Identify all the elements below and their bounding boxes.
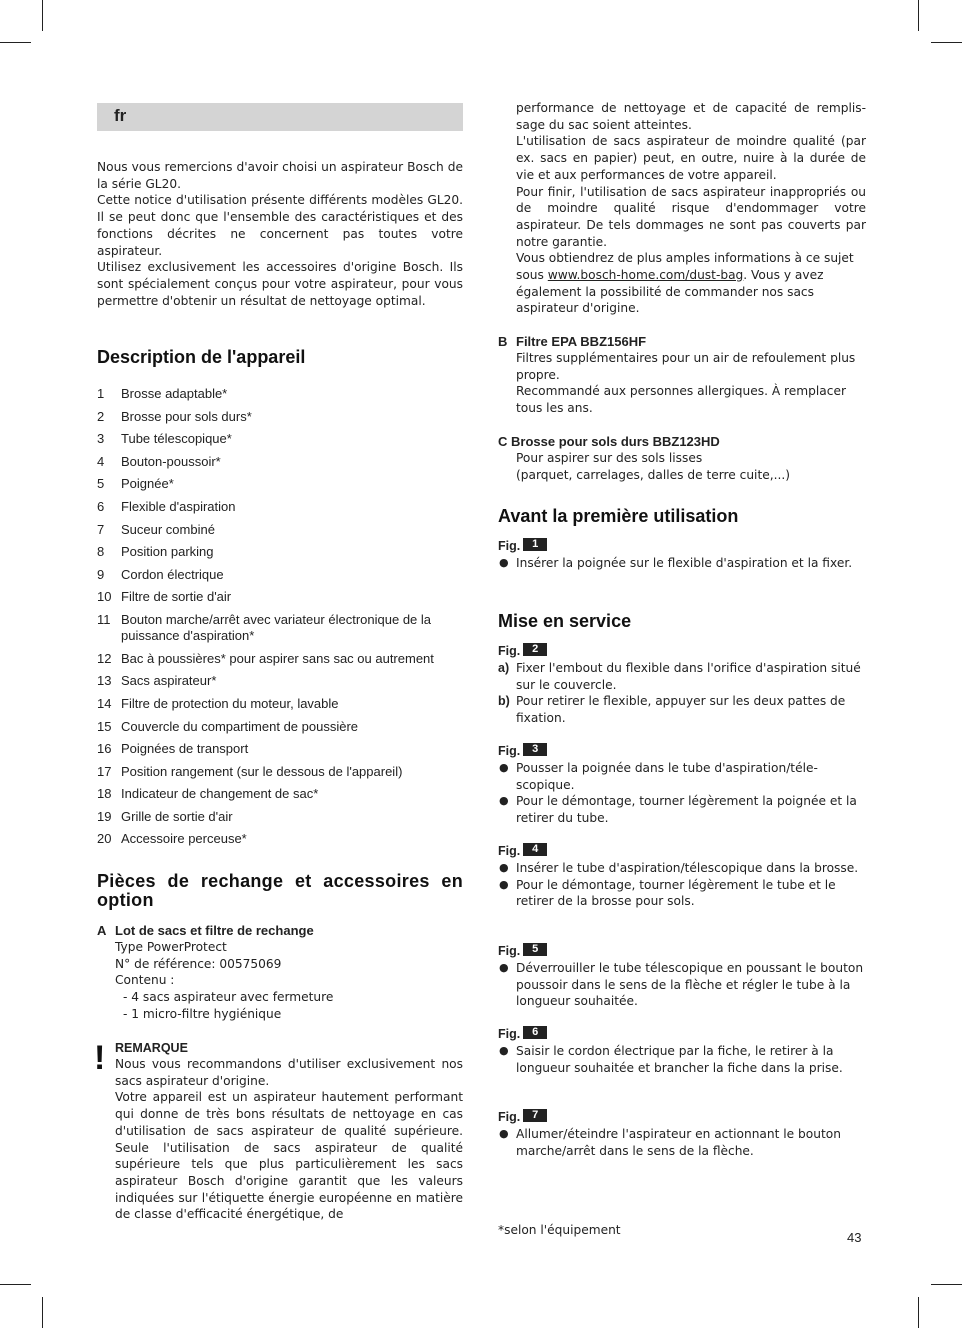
note-paragraph: Pour finir, l'utilisation de sacs aspirateur inappropriés ou de moindre qualité risque d'endommager votre aspirateur. De tels dommages ne sont pas couverts par notre garantie. xyxy=(516,184,866,249)
language-bar xyxy=(97,103,463,131)
crop-mark xyxy=(42,0,43,31)
part-number: 3 xyxy=(97,431,105,447)
bullet-icon: ● xyxy=(499,556,509,569)
accessory-line: Type PowerProtect xyxy=(115,940,227,954)
note-paragraph: Votre appareil est un aspirateur hautement performant qui donne de très bons résultats de nettoyage en cas d'utilisation de sacs aspirateur de qualité supérieure. Seule l'utilisation de sacs aspirateur de qualité supérieure tels que plus particulièrement les sacs aspirateur Bosch d'origine garantit que les valeurs indiquées sur l'étiquette énergie européenne en matière de classe d'efficacité énergétique, de xyxy=(115,1090,463,1222)
intro-paragraph: Utilisez exclusivement les accessoires d'origine Bosch. Ils sont spécialement conçus pour votre aspirateur, pour vous permettre d'obtenir un résultat de nettoyage optimal. xyxy=(97,260,463,308)
part-number: 11 xyxy=(97,611,111,627)
note-paragraph: performance de nettoyage et de capacité de remplissage du sac soient atteintes. xyxy=(516,101,866,132)
fig-label: Fig. 7 xyxy=(498,1109,866,1126)
part-number: 9 xyxy=(97,566,105,582)
fig7-steps xyxy=(498,1109,866,1159)
part-label: Bouton-poussoir* xyxy=(121,453,221,469)
instruction-item: ● Déverrouiller le tube télescopique en poussant le bouton poussoir dans le sens de la flèche et régler le tube à la longueur souhaitée. xyxy=(499,961,864,1009)
instruction-item: ● Pour le démontage, tourner légèrement le tube et le retirer de la brosse pour sols. xyxy=(499,877,836,909)
parts-list-item xyxy=(97,522,463,538)
part-label: Brosse pour sols durs* xyxy=(121,408,252,424)
accessory-a-body xyxy=(97,939,463,1023)
accessory-c-body xyxy=(498,450,864,483)
part-label: Filtre de protection du moteur, lavable xyxy=(121,695,339,711)
part-label: Indicateur de changement de sac* xyxy=(121,786,319,802)
fig6-steps xyxy=(498,1026,866,1076)
fig-number: 6 xyxy=(523,1026,547,1039)
warning-icon: ! xyxy=(94,1039,106,1077)
instruction-item: a) Fixer l'embout du flexible dans l'orifice d'aspiration situé sur le couvercle. xyxy=(498,661,861,692)
accessory-c xyxy=(498,433,864,483)
instruction-item: ● Saisir le cordon électrique par la fiche, le retirer à la longueur souhaitée et brancher la fiche dans la prise. xyxy=(499,1044,843,1075)
bullet-icon: ● xyxy=(499,877,509,891)
part-label: Bouton marche/arrêt avec variateur électronique de la puissance d'aspiration* xyxy=(121,611,432,644)
parts-list-item xyxy=(97,809,463,825)
accessory-line: N° de référence: 00575069 xyxy=(115,956,282,971)
bullet-icon: ● xyxy=(499,1044,509,1057)
fig-number: 5 xyxy=(523,943,547,956)
bullet-icon: ● xyxy=(499,1127,509,1140)
part-number: 1 xyxy=(97,386,105,401)
footnote: *selon l'équipement xyxy=(498,1223,621,1237)
part-number: 10 xyxy=(97,589,112,605)
fig-label: Fig. 3 xyxy=(498,743,866,760)
parts-list-item xyxy=(97,431,463,447)
part-label: Position rangement (sur le dessous de l'appareil) xyxy=(121,763,403,779)
fig-number: 4 xyxy=(523,843,547,856)
parts-list-item xyxy=(97,719,463,735)
part-label: Couvercle du compartiment de poussière xyxy=(121,718,359,734)
accessory-line: Filtres supplémentaires pour un air de refoulement plus propre. xyxy=(516,351,856,382)
part-number: 2 xyxy=(97,408,105,424)
part-number: 13 xyxy=(97,673,112,689)
instruction-item: ● Insérer la poignée sur le flexible d'aspiration et la fixer. xyxy=(499,556,853,570)
part-number: 18 xyxy=(97,786,112,802)
accessory-b xyxy=(498,333,864,417)
spares-heading: Pièces de rechange et accessoires en option xyxy=(97,871,463,910)
fig-number: 7 xyxy=(523,1109,547,1122)
fig3-steps xyxy=(498,743,866,827)
service-heading: Mise en service xyxy=(498,611,632,631)
instruction-item: ● Pousser la poignée dans le tube d'aspiration/télescopique. xyxy=(499,761,818,792)
note-title: REMARQUE xyxy=(115,1041,188,1055)
part-number: 15 xyxy=(97,718,112,734)
part-number: 19 xyxy=(97,808,112,824)
part-label: Poignée* xyxy=(121,476,174,492)
dust-bag-link[interactable]: www.bosch-home.com/dust-bag xyxy=(547,268,744,283)
parts-list-item xyxy=(97,499,463,515)
part-number: 7 xyxy=(97,521,105,537)
accessory-a xyxy=(97,922,463,1023)
crop-mark xyxy=(918,1297,919,1328)
accessory-line: Pour aspirer sur des sols lisses xyxy=(516,451,703,465)
parts-list-item xyxy=(97,544,463,560)
parts-list-item xyxy=(97,386,463,402)
accessory-sub-line: - 4 sacs aspirateur avec fermeture xyxy=(123,990,334,1005)
parts-list-item xyxy=(97,696,463,712)
note-paragraph: Nous vous recommandons d'utiliser exclusivement nos sacs aspirateur d'origine. xyxy=(115,1057,463,1088)
part-label: Grille de sortie d'air xyxy=(121,808,233,824)
page-number: 43 xyxy=(847,1230,862,1245)
part-number: 20 xyxy=(97,831,112,847)
crop-mark xyxy=(931,1284,962,1285)
parts-list-item xyxy=(97,409,463,425)
accessory-line: Recommandé aux personnes allergiques. À remplacer tous les ans. xyxy=(516,384,846,416)
part-number: 6 xyxy=(97,498,105,514)
note-continued xyxy=(498,100,866,317)
accessory-c-title: C Brosse pour sols durs BBZ123HD xyxy=(498,434,720,449)
part-label: Filtre de sortie d'air xyxy=(121,589,232,605)
parts-list-item xyxy=(97,651,463,667)
accessory-line: (parquet, carrelages, dalles de terre cuite,...) xyxy=(516,467,790,482)
crop-mark xyxy=(0,42,31,43)
description-heading: Description de l'appareil xyxy=(97,347,306,367)
fig4-steps xyxy=(498,843,866,910)
intro-text xyxy=(97,159,463,309)
parts-list-item xyxy=(97,786,463,802)
intro-paragraph: Cette notice d'utilisation présente différents modèles GL20. Il se peut donc que l'ensemble des caractéristiques et des fonctions décrites ne concernent pas toutes votre aspirateur. xyxy=(97,193,463,258)
part-number: 17 xyxy=(97,763,112,779)
crop-mark xyxy=(0,1284,31,1285)
parts-list-item xyxy=(97,764,463,780)
part-number: 4 xyxy=(97,453,105,469)
part-number: 5 xyxy=(97,476,105,492)
part-label: Suceur combiné xyxy=(121,521,215,537)
crop-mark xyxy=(931,42,962,43)
bullet-icon: ● xyxy=(499,794,509,808)
part-number: 12 xyxy=(97,650,112,666)
parts-list xyxy=(97,386,463,854)
accessory-b-title: B Filtre EPA BBZ156HF xyxy=(498,334,647,349)
note-paragraph: L'utilisation de sacs aspirateur de moindre qualité (par ex. sacs en papier) peut, en outre, nuire à la durée de vie et aux performances de votre appareil. xyxy=(516,134,866,182)
fig-number: 3 xyxy=(523,743,547,756)
fig2-steps xyxy=(498,643,866,727)
part-label: Flexible d'aspiration xyxy=(121,498,236,514)
part-label: Cordon électrique xyxy=(121,566,224,582)
part-label: Bac à poussières* pour aspirer sans sac ou autrement xyxy=(121,650,434,666)
bullet-icon: ● xyxy=(499,761,509,774)
fig-label: Fig. 6 xyxy=(498,1026,866,1043)
part-label: Poignées de transport xyxy=(121,741,249,757)
instruction-item: ● Pour le démontage, tourner légèrement la poignée et la retirer du tube. xyxy=(499,794,857,826)
parts-list-item xyxy=(97,454,463,470)
fig5-steps xyxy=(498,943,866,1010)
part-number: 8 xyxy=(97,544,105,560)
part-label: Tube télescopique* xyxy=(121,431,232,447)
crop-mark xyxy=(42,1297,43,1328)
fig-label: Fig. 5 xyxy=(498,943,866,960)
bullet-icon: ● xyxy=(499,961,509,974)
fig-label: Fig. 1 xyxy=(498,538,866,555)
part-label: Accessoire perceuse* xyxy=(121,831,247,847)
fig-label: Fig. 2 xyxy=(498,643,866,660)
note-paragraph: Vous obtiendrez de plus amples informations à ce sujet sous www.bosch-home.com/dust-bag. Vous y avez également la possibilité de commander nos sacs aspirateur d'origine. xyxy=(516,251,854,316)
accessory-a-title: A Lot de sacs et filtre de rechange xyxy=(97,923,314,938)
parts-list-item xyxy=(97,673,463,689)
crop-mark xyxy=(918,0,919,31)
parts-list-item xyxy=(97,612,463,644)
parts-list-item xyxy=(97,741,463,757)
instruction-item: ● Insérer le tube d'aspiration/télescopique dans la brosse. xyxy=(499,861,859,875)
fig-number: 1 xyxy=(523,538,547,551)
part-label: Brosse adaptable* xyxy=(121,386,228,401)
part-label: Sacs aspirateur* xyxy=(121,673,217,689)
first-use-heading: Avant la première utilisation xyxy=(498,506,739,526)
note-box xyxy=(94,1039,463,1223)
fig-label: Fig. 4 xyxy=(498,843,866,860)
part-number: 14 xyxy=(97,695,112,711)
parts-list-item xyxy=(97,567,463,583)
parts-list-item xyxy=(97,589,463,605)
intro-paragraph: Nous vous remercions d'avoir choisi un aspirateur Bosch de la série GL20. xyxy=(97,160,463,191)
instruction-item: b) Pour retirer le flexible, appuyer sur les deux pattes de fixation. xyxy=(498,694,846,726)
first-use-steps xyxy=(498,538,866,572)
part-number: 16 xyxy=(97,741,112,757)
accessory-b-body xyxy=(498,350,864,417)
accessory-sub-line: - 1 micro-filtre hygiénique xyxy=(123,1006,282,1021)
parts-list-item xyxy=(97,476,463,492)
instruction-item: ● Allumer/éteindre l'aspirateur en actionnant le bouton marche/arrêt dans le sens de la flèche. xyxy=(499,1127,841,1158)
parts-list-item xyxy=(97,831,463,847)
fig-number: 2 xyxy=(523,643,547,656)
bullet-icon: ● xyxy=(499,861,509,874)
language-code: fr xyxy=(114,106,127,125)
accessory-line: Contenu : xyxy=(115,973,175,988)
part-label: Position parking xyxy=(121,544,214,560)
